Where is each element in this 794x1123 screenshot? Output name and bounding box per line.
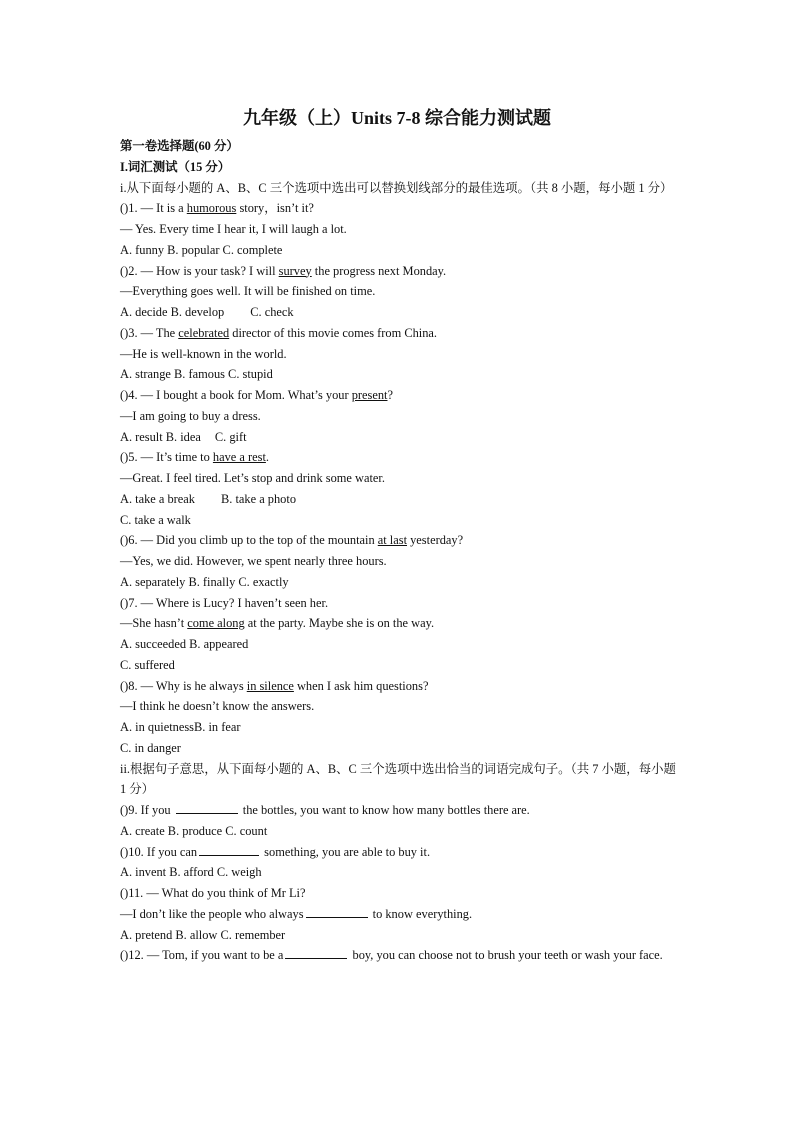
answer-blank xyxy=(176,802,238,814)
question-11-options: A. pretend B. allow C. remember xyxy=(120,927,286,942)
question-4: ()4. — I bought a book for Mom. What’s your present? xyxy=(120,388,393,402)
document-title: 九年级（上）Units 7-8 综合能力测试题 xyxy=(242,108,551,128)
question-3-options: A. strange B. famous C. stupid xyxy=(120,367,273,382)
part-heading: 第一卷选择题(60 分） xyxy=(120,139,239,153)
question-6-reply: —Yes, we did. However, we spent nearly three hours. xyxy=(120,554,387,568)
question-5-options: A. take a break B. take a photo xyxy=(120,491,297,506)
question-8-options: A. in quietnessB. in fear xyxy=(120,720,241,734)
question-1-reply: — Yes. Every time I hear it, I will laugh a lot. xyxy=(120,222,347,236)
question-5: ()5. — It’s time to have a rest. xyxy=(120,450,270,465)
question-1-options: A. funny B. popular C. complete xyxy=(120,242,283,257)
question-12: ()12. — Tom, if you want to be a boy, you can choose not to brush your teeth or wash your face. xyxy=(120,948,663,963)
question-2-reply: —Everything goes well. It will be finished on time. xyxy=(120,284,376,299)
underlined-word: in silence xyxy=(246,678,294,693)
question-8-option-c: C. in danger xyxy=(120,740,181,755)
question-7-options: A. succeeded B. appeared xyxy=(120,637,249,651)
answer-blank xyxy=(285,947,347,959)
underlined-word: celebrated xyxy=(178,325,230,340)
question-3-reply: —He is well-known in the world. xyxy=(120,346,287,361)
question-7: ()7. — Where is Lucy? I haven’t seen her. xyxy=(120,595,329,610)
answer-blank xyxy=(306,906,368,918)
question-5-option-c: C. take a walk xyxy=(120,512,191,527)
underlined-word: come along xyxy=(187,616,245,631)
section-ii-instruction: ii.根据句子意思，从下面每小题的 A、B、C 三个选项中选出恰当的词语完成句子。（共 7 小题，每小题 1 分） xyxy=(120,761,676,797)
question-10-options: A. invent B. afford C. weigh xyxy=(120,865,262,880)
section-heading: I.词汇测试（15 分） xyxy=(120,159,231,174)
exam-content xyxy=(120,136,680,966)
underlined-word: present xyxy=(351,388,388,402)
answer-blank xyxy=(199,844,259,856)
question-7-reply: —She hasn’t come along at the party. Maybe she is on the way. xyxy=(120,616,435,631)
question-11: ()11. — What do you think of Mr Li? xyxy=(120,886,306,900)
underlined-word: humorous xyxy=(186,201,237,216)
question-8-reply: —I think he doesn’t know the answers. xyxy=(120,699,315,714)
question-1: ()1. — It is a humorous story，isn’t it? xyxy=(120,201,314,216)
question-2: ()2. — How is your task? I will survey the progress next Monday. xyxy=(120,263,447,278)
question-7-option-c: C. suffered xyxy=(120,657,175,672)
question-8: ()8. — Why is he always in silence when I ask him questions? xyxy=(120,678,429,693)
question-6: ()6. — Did you climb up to the top of the mountain at last yesterday? xyxy=(120,533,464,548)
underlined-word: have a rest xyxy=(212,450,266,465)
question-9-options: A. create B. produce C. count xyxy=(120,823,268,838)
question-2-options: A. decide B. develop C. check xyxy=(120,305,294,319)
question-6-options: A. separately B. finally C. exactly xyxy=(120,574,289,589)
question-10: ()10. If you can something, you are able to buy it. xyxy=(120,844,431,859)
question-4-reply: —I am going to buy a dress. xyxy=(120,408,261,423)
question-11-reply: —I don’t like the people who always to know everything. xyxy=(120,906,473,921)
section-i-instruction: i.从下面每小题的 A、B、C 三个选项中选出可以替换划线部分的最佳选项。（共 8 小题，每小题 1 分） xyxy=(120,180,673,195)
underlined-word: at last xyxy=(377,533,408,548)
question-3: ()3. — The celebrated director of this movie comes from China. xyxy=(120,325,438,340)
underlined-word: survey xyxy=(278,263,312,278)
question-9: ()9. If you the bottles, you want to know how many bottles there are. xyxy=(120,803,530,817)
question-4-options: A. result B. idea C. gift xyxy=(120,429,247,444)
question-5-reply: —Great. I feel tired. Let’s stop and drink some water. xyxy=(120,471,385,485)
